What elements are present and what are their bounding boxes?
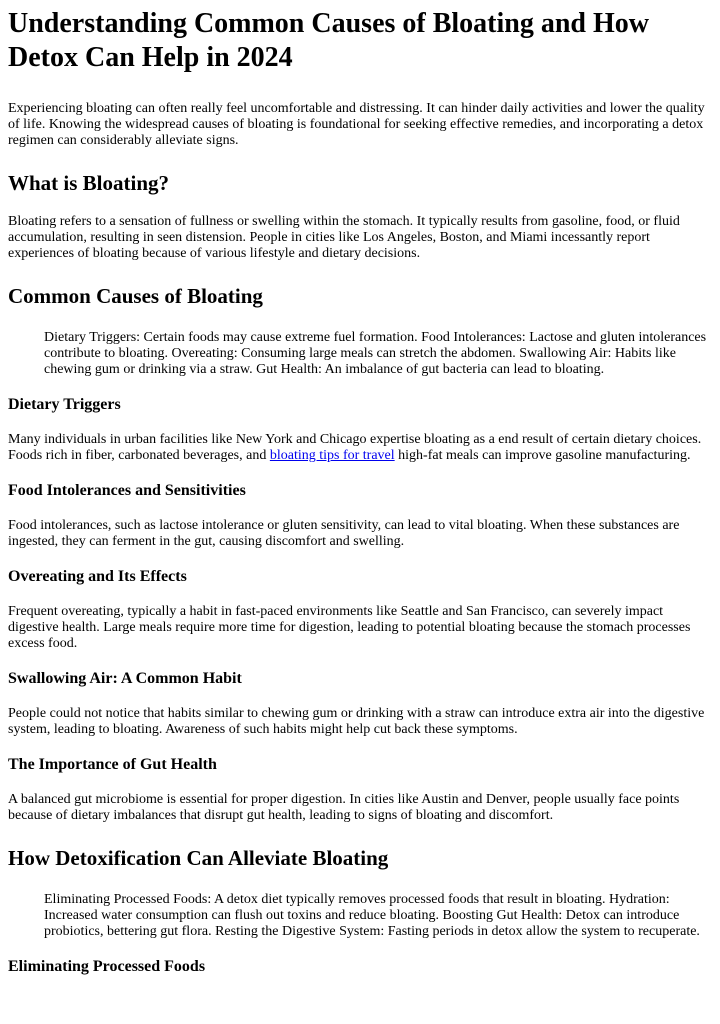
heading-food-intolerances: Food Intolerances and Sensitivities <box>8 482 246 499</box>
food-intolerances-paragraph: Food intolerances, such as lactose intolerance or gluten sensitivity, can lead to vital bloating. When these substances are ingested, they can ferment in the gut, causing discomfort and swelling. <box>8 518 680 549</box>
heading-common-causes: Common Causes of Bloating <box>8 284 263 308</box>
detox-summary: Eliminating Processed Foods: A detox diet typically removes processed foods that result in bloating. Hydration: Increased water consumption can flush out toxins and reduce bloating. Boosting Gut Health: Detox can introduce probiotics, bettering gut flora. Resting the Digestive System: Fasting periods in detox allow the system to recuperate. <box>44 892 700 939</box>
heading-swallowing-air: Swallowing Air: A Common Habit <box>8 670 242 687</box>
intro-paragraph: Experiencing bloating can often really feel uncomfortable and distressing. It can hinder daily activities and lower the quality of life. Knowing the widespread causes of bloating is foundational for seeking effective remedies, and incorporating a detox regimen can considerably alleviate signs. <box>8 101 705 148</box>
bloating-tips-link[interactable]: bloating tips for travel <box>269 448 395 463</box>
article <box>0 7 720 977</box>
what-is-bloating-paragraph: Bloating refers to a sensation of fullness or swelling within the stomach. It typically results from gasoline, food, or fluid accumulation, resulting in seen distension. People in cities like Los Angeles, Boston, and Miami incessantly report experiences of bloating because of various lifestyle and dietary decisions. <box>8 214 680 261</box>
heading-dietary-triggers: Dietary Triggers <box>8 396 121 413</box>
heading-overeating: Overeating and Its Effects <box>8 568 187 585</box>
overeating-paragraph: Frequent overeating, typically a habit in fast-paced environments like Seattle and San Francisco, can severely impact digestive health. Large meals require more time for digestion, leading to potential bloating because the stomach processes excess food. <box>8 604 691 651</box>
gut-health-paragraph: A balanced gut microbiome is essential for proper digestion. In cities like Austin and Denver, people usually face points because of dietary imbalances that disrupt gut health, leading to signs of bloating and discomfort. <box>8 792 680 823</box>
dietary-text-after: high-fat meals can improve gasoline manufacturing. <box>394 448 691 463</box>
dietary-triggers-paragraph <box>8 432 712 464</box>
heading-eliminating-processed-foods: Eliminating Processed Foods <box>8 958 206 975</box>
page-title: Understanding Common Causes of Bloating and How Detox Can Help in 2024 <box>8 8 649 73</box>
causes-summary: Dietary Triggers: Certain foods may cause extreme fuel formation. Food Intolerances: Lactose and gluten intolerances contribute to bloating. Overeating: Consuming large meals can stretch the abdomen. Swallowing Air: Habits like chewing gum or drinking via a straw. Gut Health: An imbalance of gut bacteria can lead to bloating. <box>44 330 707 377</box>
dietary-text-before: Many individuals in urban facilities like New York and Chicago expertise bloating as a end result of certain dietary choices. Foods rich in fiber, carbonated beverages, and <box>8 432 702 463</box>
swallowing-air-paragraph: People could not notice that habits similar to chewing gum or drinking with a straw can introduce extra air into the digestive system, leading to bloating. Awareness of such habits might help cut back these symptoms. <box>8 706 705 737</box>
heading-gut-health: The Importance of Gut Health <box>8 756 217 773</box>
heading-detoxification: How Detoxification Can Alleviate Bloating <box>8 846 389 870</box>
heading-what-is-bloating: What is Bloating? <box>8 171 170 195</box>
